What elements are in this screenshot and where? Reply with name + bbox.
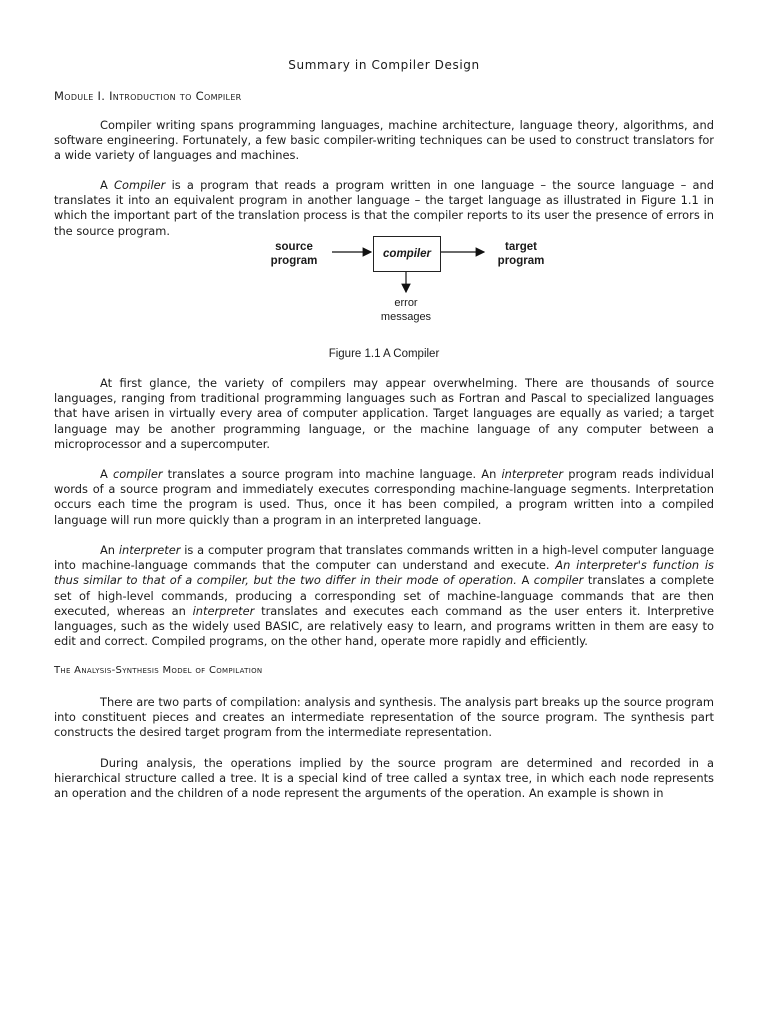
term-compiler: Compiler [114,178,166,192]
term-compiler: compiler [533,573,584,588]
term-interpreter: interpreter [118,543,181,557]
term-compiler: compiler [112,467,163,481]
paragraph-syntax-tree: During analysis, the operations implied by the source program are determined and recorded in a hierarchical structure called a tree. It is a special kind of tree called a syntax tree, in which each node represents an operation and the children of a node represent the arguments of the operation. An example is shown in [54,756,714,801]
paragraph-compiler-vs-interpreter: A compiler translates a source program into machine language. An interpreter program reads individual words of a source program and immediately executes corresponding machine-language segments. Interpretation occurs each time the program is used. Thus, once it has been compiled, a program written into a compiled language will run more quickly than a program in an interpreted language. [54,467,714,527]
figure-compiler-diagram [0,232,768,367]
document-title: Summary in Compiler Design [288,58,480,72]
paragraph-intro: Compiler writing spans programming languages, machine architecture, language theory, algorithms, and software engineering. Fortunately, a few basic compiler-writing techniques can be used to construct translators for a wide variety of languages and machines. [54,118,714,163]
figure-caption: Figure 1.1 A Compiler [328,348,440,360]
term-interpreter: interpreter [192,603,255,618]
paragraph-interpreter-definition: An interpreter is a computer program that translates commands written in a high-level computer language into machine-language commands that the computer can understand and execute. An interpreter's function is thus similar to that of a compiler, but the two differ in their mode of operation. A compiler translates a complete set of high-level commands, producing a corresponding set of machine-language commands that are then executed, whereas an interpreter translates and executes each command as the user enters it. Interpretive languages, such as the widely used BASIC, are relatively easy to learn, and programs written in them are easy to edit and correct. Compiled programs, on the other hand, operate more rapidly and efficiently. [54,543,714,649]
paragraph-compiler-definition: A Compiler is a program that reads a program written in one language – the source language – and translates it into an equivalent program in another language – the target language as illustrated in Figure 1.1 in which the important part of the translation process is that the compiler reports to its user the presence of errors in the source program. [54,178,714,238]
term-interpreter: interpreter [501,467,564,481]
error-messages-label: error messages [380,297,432,323]
italic-sentence: An interpreter's function is thus similar to that of a compiler, but the two differ in their mode of operation. [54,558,714,588]
paragraph-variety: At first glance, the variety of compilers may appear overwhelming. There are thousands of source languages, ranging from traditional programming languages such as Fortran and Pascal to specialized languages that have arisen in virtually every area of computer application. Target languages are equally as varied; a target language may be another programming language, or the machine language of any computer between a microprocessor and a supercomputer. [54,376,714,451]
paragraph-analysis-synthesis: There are two parts of compilation: analysis and synthesis. The analysis part breaks up the source program into constituent pieces and creates an intermediate representation of the source program. The synthesis part constructs the desired target program from the intermediate representation. [54,695,714,740]
module-heading: Module I. Introduction to Compiler [54,89,242,103]
source-program-label: source program [270,241,318,267]
target-program-label: target program [497,241,545,267]
compiler-box: compiler [373,236,441,272]
section-heading: The Analysis-Synthesis Model of Compilation [54,665,263,676]
